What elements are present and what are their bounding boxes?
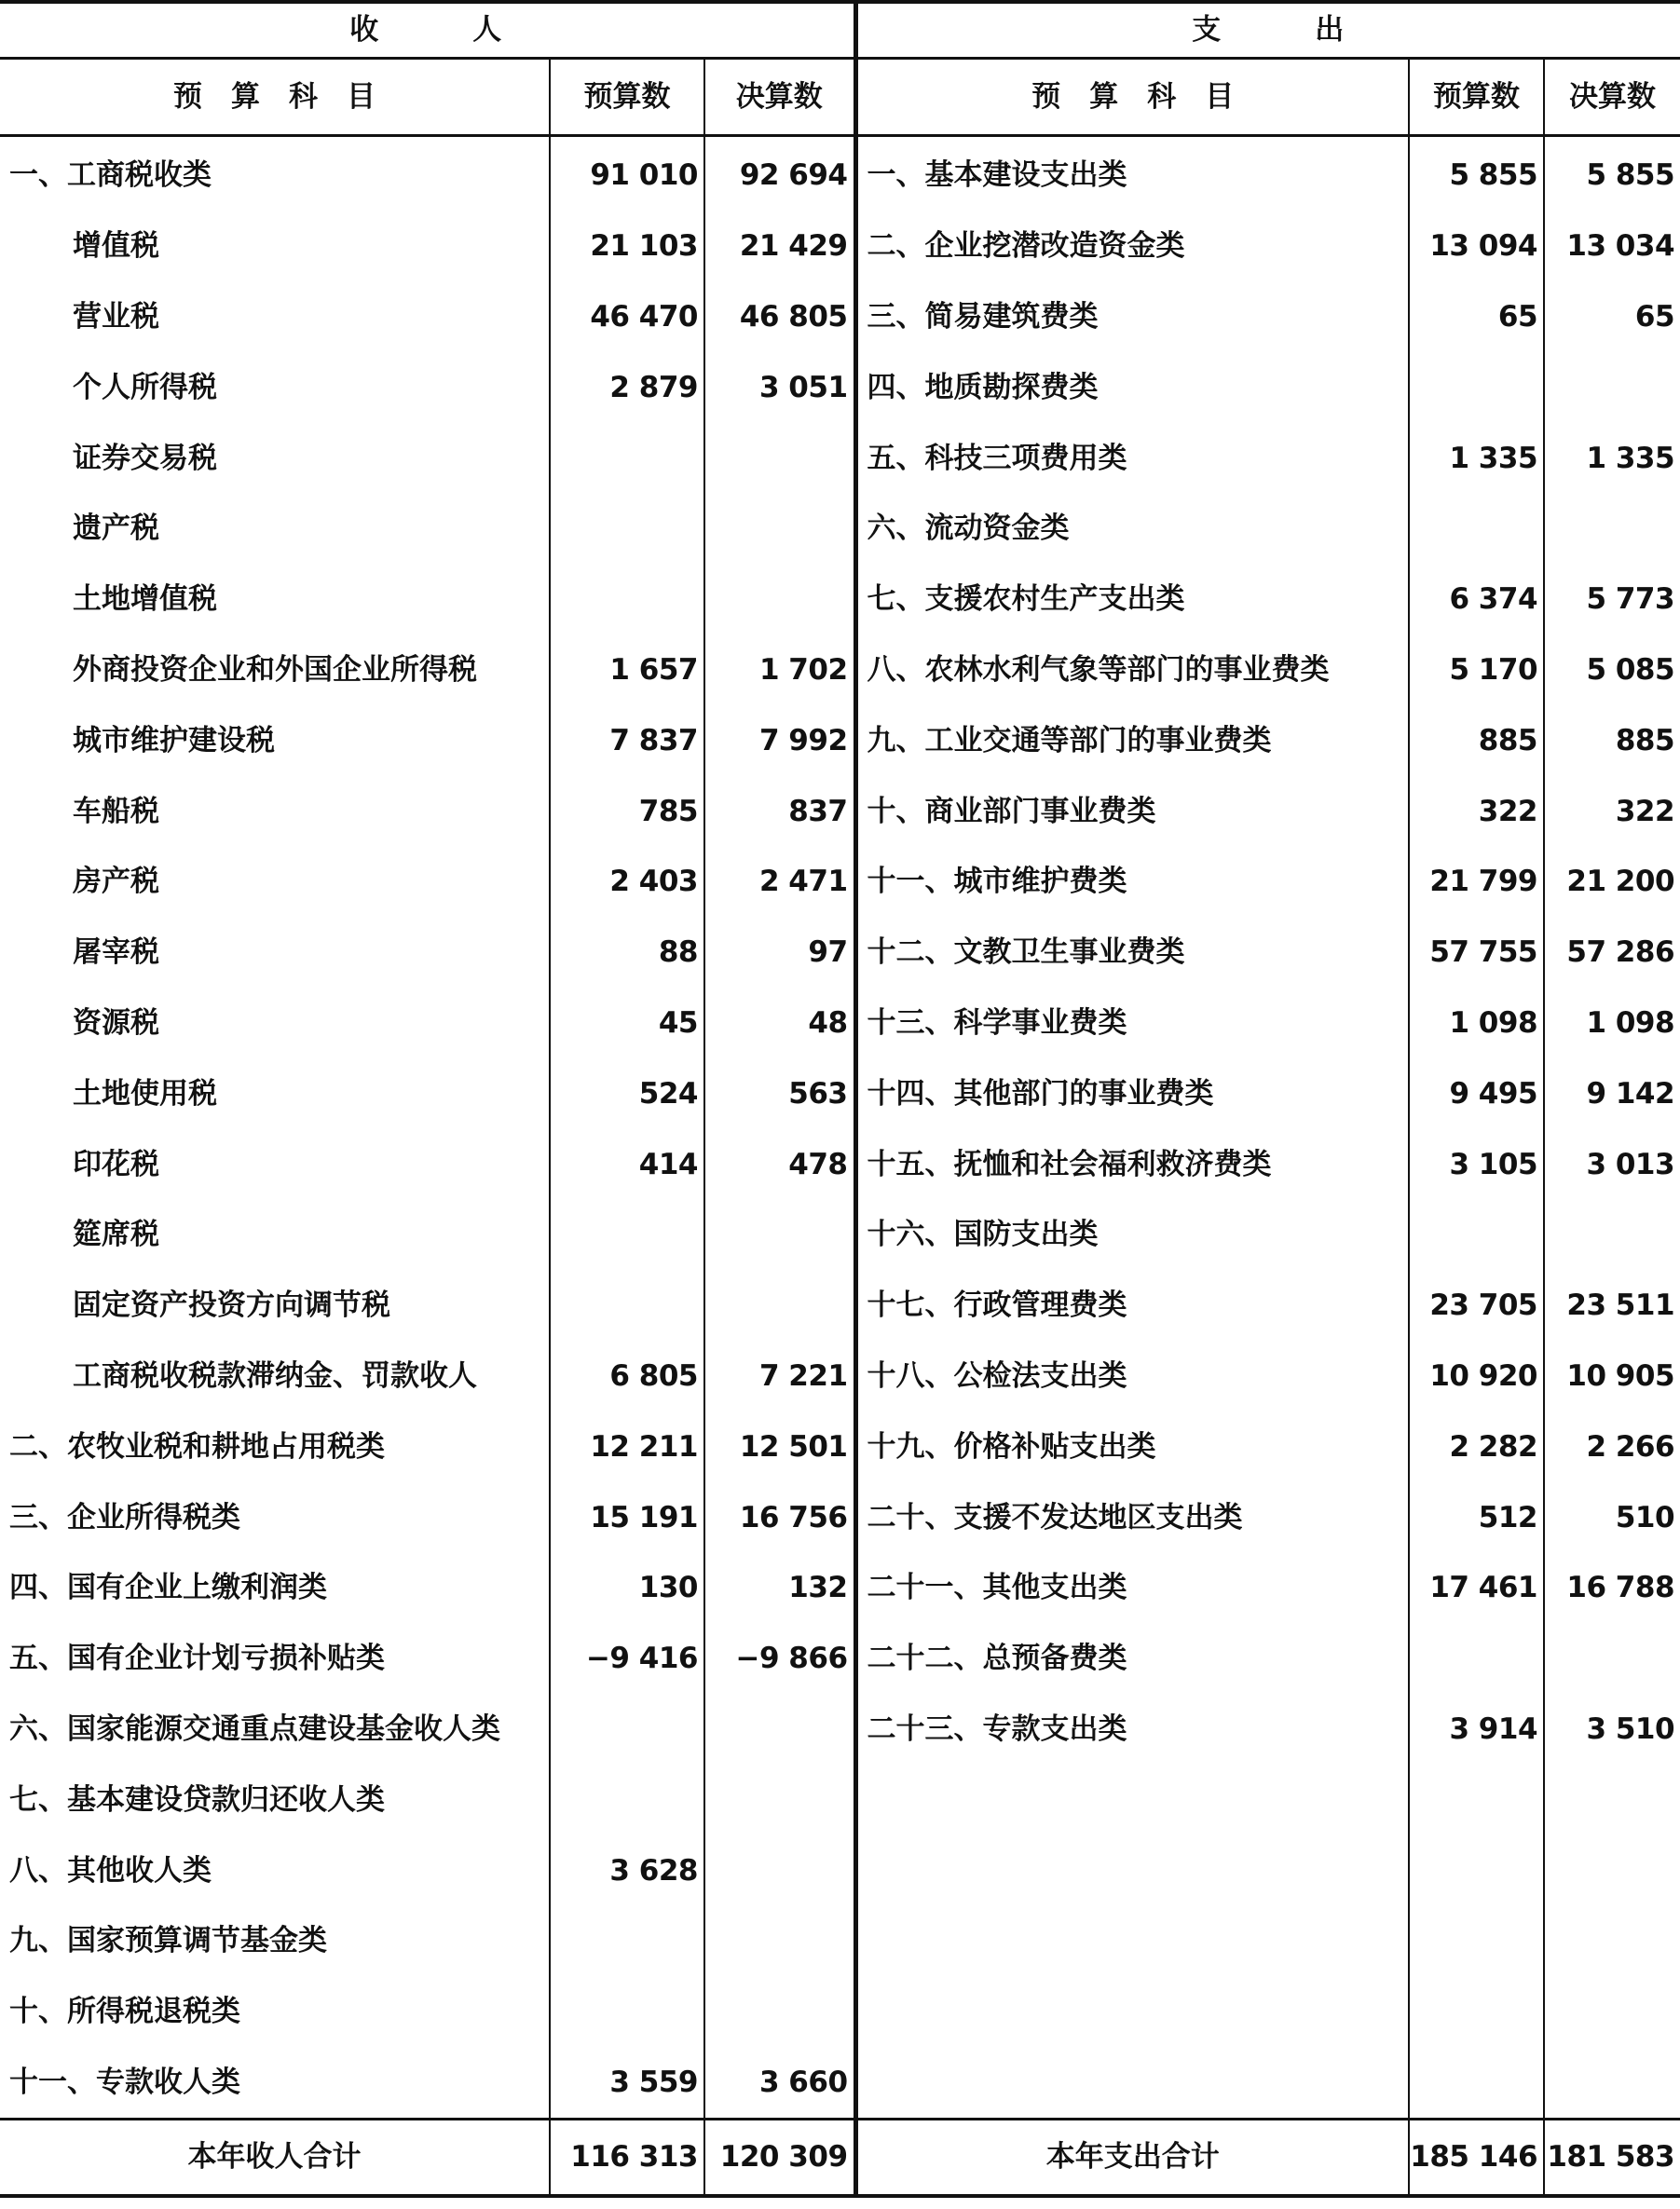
expense-budget-value: 17 461 — [1409, 1553, 1544, 1624]
expense-final-value — [1544, 1906, 1680, 1977]
expense-final-value: 21 200 — [1566, 865, 1675, 899]
expense-item-name: 十二、文教卫生事业费类 — [855, 918, 1409, 989]
expense-total-final: 181 583 — [1544, 2120, 1680, 2197]
income-budget-value: 414 — [550, 1129, 704, 1200]
expense-final-header: 决算数 — [1544, 59, 1680, 136]
expense-item-name — [855, 2048, 1409, 2120]
income-budget-value: 7 837 — [550, 705, 704, 776]
expense-final-value: 322 — [1615, 794, 1675, 828]
income-item-name: 五、国有企业计划亏损补贴类 — [0, 1624, 550, 1695]
income-item-name: 二、农牧业税和耕地占用税类 — [0, 1411, 550, 1482]
income-final-value — [704, 1200, 855, 1271]
expense-final-value: 5 855 — [1586, 158, 1675, 193]
expense-final-value — [1544, 1765, 1680, 1835]
income-final-value: 3 051 — [704, 352, 855, 423]
expense-item-name: 十、商业部门事业费类 — [855, 776, 1409, 847]
expense-budget-value — [1409, 1624, 1544, 1695]
expense-budget-value: 10 920 — [1409, 1342, 1544, 1412]
table-row — [0, 2048, 1680, 2120]
income-final-value: 7 221 — [704, 1342, 855, 1412]
expense-final-value: 1 098 — [1586, 1005, 1675, 1040]
income-final-value — [704, 1765, 855, 1835]
expense-item-name: 二、企业挖潜改造资金类 — [855, 211, 1409, 282]
table-row — [0, 1271, 1680, 1342]
income-final-value — [704, 423, 855, 494]
income-final-value: 837 — [704, 776, 855, 847]
income-budget-value: 1 657 — [550, 635, 704, 706]
income-final-value: 16 756 — [704, 1482, 855, 1553]
expense-item-name: 十三、科学事业费类 — [855, 989, 1409, 1059]
table-row — [0, 1906, 1680, 1977]
expense-budget-header: 预算数 — [1409, 59, 1544, 136]
income-item-name: 车船税 — [0, 776, 550, 847]
income-budget-value — [550, 565, 704, 635]
expense-final-value — [1544, 494, 1680, 565]
income-total-budget: 116 313 — [550, 2120, 704, 2197]
expense-final-value: 510 — [1615, 1500, 1675, 1534]
expense-budget-value: 1 098 — [1409, 989, 1544, 1059]
expense-budget-value: 3 914 — [1409, 1695, 1544, 1766]
expense-budget-value: 885 — [1409, 705, 1544, 776]
income-final-value — [704, 1977, 855, 2048]
expense-total-label: 本年支出合计 — [855, 2120, 1409, 2197]
expense-item-name: 八、农林水利气象等部门的事业费类 — [855, 635, 1409, 706]
expense-budget-value: 6 374 — [1409, 565, 1544, 635]
expense-item-name: 十八、公检法支出类 — [855, 1342, 1409, 1412]
income-final-value — [704, 1695, 855, 1766]
income-budget-value — [550, 1765, 704, 1835]
expense-budget-value: 2 282 — [1409, 1411, 1544, 1482]
expense-final-value — [1544, 352, 1680, 423]
income-budget-value — [550, 1200, 704, 1271]
expense-item-name: 六、流动资金类 — [855, 494, 1409, 565]
income-budget-value: −9 416 — [550, 1624, 704, 1695]
expense-item-name: 七、支援农村生产支出类 — [855, 565, 1409, 635]
table-row — [0, 352, 1680, 423]
expense-budget-value: 13 094 — [1409, 211, 1544, 282]
income-final-value: 563 — [704, 1058, 855, 1129]
income-item-name: 营业税 — [0, 282, 550, 353]
income-item-name: 七、基本建设贷款归还收人类 — [0, 1765, 550, 1835]
income-final-value: 12 501 — [704, 1411, 855, 1482]
expense-final-value: 10 905 — [1566, 1358, 1675, 1393]
income-final-value: 97 — [704, 918, 855, 989]
income-item-name: 城市维护建设税 — [0, 705, 550, 776]
table-row — [0, 423, 1680, 494]
expense-item-name: 二十一、其他支出类 — [855, 1553, 1409, 1624]
expense-final-value: 1 335 — [1586, 441, 1675, 475]
expense-budget-value: 512 — [1409, 1482, 1544, 1553]
income-item-name: 印花税 — [0, 1129, 550, 1200]
expense-budget-value: 9 495 — [1409, 1058, 1544, 1129]
section-header-row — [0, 2, 1680, 59]
income-budget-value: 6 805 — [550, 1342, 704, 1412]
income-total-final: 120 309 — [704, 2120, 855, 2197]
income-final-header: 决算数 — [704, 59, 855, 136]
expense-item-name: 十一、城市维护费类 — [855, 847, 1409, 918]
income-budget-value: 3 628 — [550, 1835, 704, 1906]
income-item-name: 十、所得税退税类 — [0, 1977, 550, 2048]
income-budget-value: 91 010 — [550, 136, 704, 211]
income-item-name: 屠宰税 — [0, 918, 550, 989]
income-item-name: 土地使用税 — [0, 1058, 550, 1129]
income-item-name: 增值税 — [0, 211, 550, 282]
expense-item-name — [855, 1765, 1409, 1835]
income-final-value: 46 805 — [704, 282, 855, 353]
income-final-value: 92 694 — [704, 136, 855, 211]
income-item-name: 土地增值税 — [0, 565, 550, 635]
table-row — [0, 1058, 1680, 1129]
expense-item-name — [855, 1906, 1409, 1977]
income-budget-value: 3 559 — [550, 2048, 704, 2120]
table-row — [0, 1695, 1680, 1766]
income-budget-value — [550, 1271, 704, 1342]
expense-final-value: 16 788 — [1566, 1571, 1675, 1605]
expense-item-name: 四、地质勘探费类 — [855, 352, 1409, 423]
income-budget-value: 45 — [550, 989, 704, 1059]
expense-final-value: 2 266 — [1586, 1429, 1675, 1464]
income-item-name: 外商投资企业和外国企业所得税 — [0, 635, 550, 706]
income-budget-value: 21 103 — [550, 211, 704, 282]
expense-item-name: 十五、抚恤和社会福利救济费类 — [855, 1129, 1409, 1200]
table-row — [0, 1977, 1680, 2048]
expense-item-name: 十九、价格补贴支出类 — [855, 1411, 1409, 1482]
income-budget-value: 2 879 — [550, 352, 704, 423]
column-header-row — [0, 59, 1680, 136]
expense-final-value: 57 286 — [1566, 935, 1675, 970]
income-item-name: 房产税 — [0, 847, 550, 918]
table-row — [0, 211, 1680, 282]
expense-item-name: 十六、国防支出类 — [855, 1200, 1409, 1271]
expense-section-title: 支 出 — [855, 2, 1680, 59]
expense-item-name: 十四、其他部门的事业费类 — [855, 1058, 1409, 1129]
expense-item-header: 预 算 科 目 — [855, 59, 1409, 136]
income-item-name: 证券交易税 — [0, 423, 550, 494]
expense-budget-value — [1409, 1977, 1544, 2048]
expense-final-value: 3 013 — [1586, 1147, 1675, 1181]
expense-final-value — [1544, 1624, 1680, 1695]
table-row — [0, 494, 1680, 565]
expense-budget-value — [1409, 494, 1544, 565]
income-budget-value: 130 — [550, 1553, 704, 1624]
income-item-name: 个人所得税 — [0, 352, 550, 423]
income-budget-value: 12 211 — [550, 1411, 704, 1482]
income-budget-value: 46 470 — [550, 282, 704, 353]
expense-budget-value — [1409, 1765, 1544, 1835]
expense-final-value: 885 — [1615, 723, 1675, 757]
income-budget-value: 15 191 — [550, 1482, 704, 1553]
expense-budget-value: 1 335 — [1409, 423, 1544, 494]
table-body — [0, 136, 1680, 2120]
income-item-name: 三、企业所得税类 — [0, 1482, 550, 1553]
expense-item-name — [855, 1977, 1409, 2048]
expense-item-name: 一、基本建设支出类 — [855, 136, 1409, 211]
table-row — [0, 776, 1680, 847]
expense-item-name: 十七、行政管理费类 — [855, 1271, 1409, 1342]
expense-budget-value: 5 855 — [1409, 136, 1544, 211]
income-item-name: 筵席税 — [0, 1200, 550, 1271]
income-budget-header: 预算数 — [550, 59, 704, 136]
income-item-name: 四、国有企业上缴利润类 — [0, 1553, 550, 1624]
expense-final-value: 13 034 — [1566, 229, 1675, 264]
expense-final-value: 65 — [1634, 299, 1675, 334]
income-budget-value: 88 — [550, 918, 704, 989]
income-budget-value — [550, 494, 704, 565]
income-final-value: −9 866 — [704, 1624, 855, 1695]
table-row — [0, 282, 1680, 353]
income-final-value: 132 — [704, 1553, 855, 1624]
income-final-value: 478 — [704, 1129, 855, 1200]
table-row — [0, 1342, 1680, 1412]
income-item-name: 六、国家能源交通重点建设基金收人类 — [0, 1695, 550, 1766]
expense-final-value — [1544, 1835, 1680, 1906]
income-final-value: 7 992 — [704, 705, 855, 776]
income-item-name: 遗产税 — [0, 494, 550, 565]
table-row — [0, 918, 1680, 989]
table-row — [0, 847, 1680, 918]
expense-final-value — [1544, 1200, 1680, 1271]
expense-budget-value — [1409, 1200, 1544, 1271]
income-item-name: 资源税 — [0, 989, 550, 1059]
expense-final-value: 3 510 — [1586, 1711, 1675, 1746]
income-budget-value — [550, 1977, 704, 2048]
table-row — [0, 565, 1680, 635]
income-final-value: 3 660 — [704, 2048, 855, 2120]
income-item-name: 八、其他收人类 — [0, 1835, 550, 1906]
income-final-value — [704, 1906, 855, 1977]
expense-final-value: 5 085 — [1586, 652, 1675, 687]
table-row — [0, 1411, 1680, 1482]
income-final-value — [704, 494, 855, 565]
expense-final-value: 5 773 — [1586, 582, 1675, 617]
table-row — [0, 1553, 1680, 1624]
expense-final-value — [1544, 1977, 1680, 2048]
expense-item-name: 三、简易建筑费类 — [855, 282, 1409, 353]
table-row — [0, 1624, 1680, 1695]
table-row — [0, 1129, 1680, 1200]
expense-item-name: 二十、支援不发达地区支出类 — [855, 1482, 1409, 1553]
income-budget-value — [550, 423, 704, 494]
table-row — [0, 1765, 1680, 1835]
income-final-value — [704, 1271, 855, 1342]
income-item-name: 固定资产投资方向调节税 — [0, 1271, 550, 1342]
expense-budget-value: 65 — [1409, 282, 1544, 353]
table-row — [0, 989, 1680, 1059]
table-row — [0, 1835, 1680, 1906]
income-item-name: 一、工商税收类 — [0, 136, 550, 211]
income-final-value: 48 — [704, 989, 855, 1059]
expense-item-name — [855, 1835, 1409, 1906]
income-final-value: 2 471 — [704, 847, 855, 918]
income-section-title: 收 人 — [0, 2, 855, 59]
expense-budget-value: 57 755 — [1409, 918, 1544, 989]
income-item-name: 工商税收税款滞纳金、罚款收人 — [0, 1342, 550, 1412]
expense-budget-value — [1409, 1906, 1544, 1977]
income-budget-value: 2 403 — [550, 847, 704, 918]
income-item-name: 九、国家预算调节基金类 — [0, 1906, 550, 1977]
expense-item-name: 五、科技三项费用类 — [855, 423, 1409, 494]
expense-final-value — [1544, 2048, 1680, 2120]
expense-budget-value: 3 105 — [1409, 1129, 1544, 1200]
table-row — [0, 1200, 1680, 1271]
income-budget-value — [550, 1906, 704, 1977]
expense-budget-value: 5 170 — [1409, 635, 1544, 706]
totals-row — [0, 2120, 1680, 2197]
expense-item-name: 二十二、总预备费类 — [855, 1624, 1409, 1695]
expense-budget-value: 21 799 — [1409, 847, 1544, 918]
expense-item-name: 九、工业交通等部门的事业费类 — [855, 705, 1409, 776]
income-final-value: 1 702 — [704, 635, 855, 706]
income-total-label: 本年收人合计 — [0, 2120, 550, 2197]
table-row — [0, 635, 1680, 706]
income-final-value — [704, 1835, 855, 1906]
income-budget-value — [550, 1695, 704, 1766]
expense-budget-value — [1409, 1835, 1544, 1906]
income-budget-value: 785 — [550, 776, 704, 847]
table-row — [0, 705, 1680, 776]
table-row — [0, 1482, 1680, 1553]
income-final-value — [704, 565, 855, 635]
expense-item-name: 二十三、专款支出类 — [855, 1695, 1409, 1766]
income-item-name: 十一、专款收人类 — [0, 2048, 550, 2120]
expense-budget-value: 322 — [1409, 776, 1544, 847]
expense-budget-value — [1409, 352, 1544, 423]
table-row — [0, 136, 1680, 211]
income-budget-value: 524 — [550, 1058, 704, 1129]
expense-final-value: 9 142 — [1586, 1076, 1675, 1111]
income-final-value: 21 429 — [704, 211, 855, 282]
expense-total-budget: 185 146 — [1409, 2120, 1544, 2197]
expense-budget-value: 23 705 — [1409, 1271, 1544, 1342]
income-item-header: 预 算 科 目 — [0, 59, 550, 136]
expense-final-value: 23 511 — [1566, 1289, 1675, 1323]
expense-budget-value — [1409, 2048, 1544, 2120]
